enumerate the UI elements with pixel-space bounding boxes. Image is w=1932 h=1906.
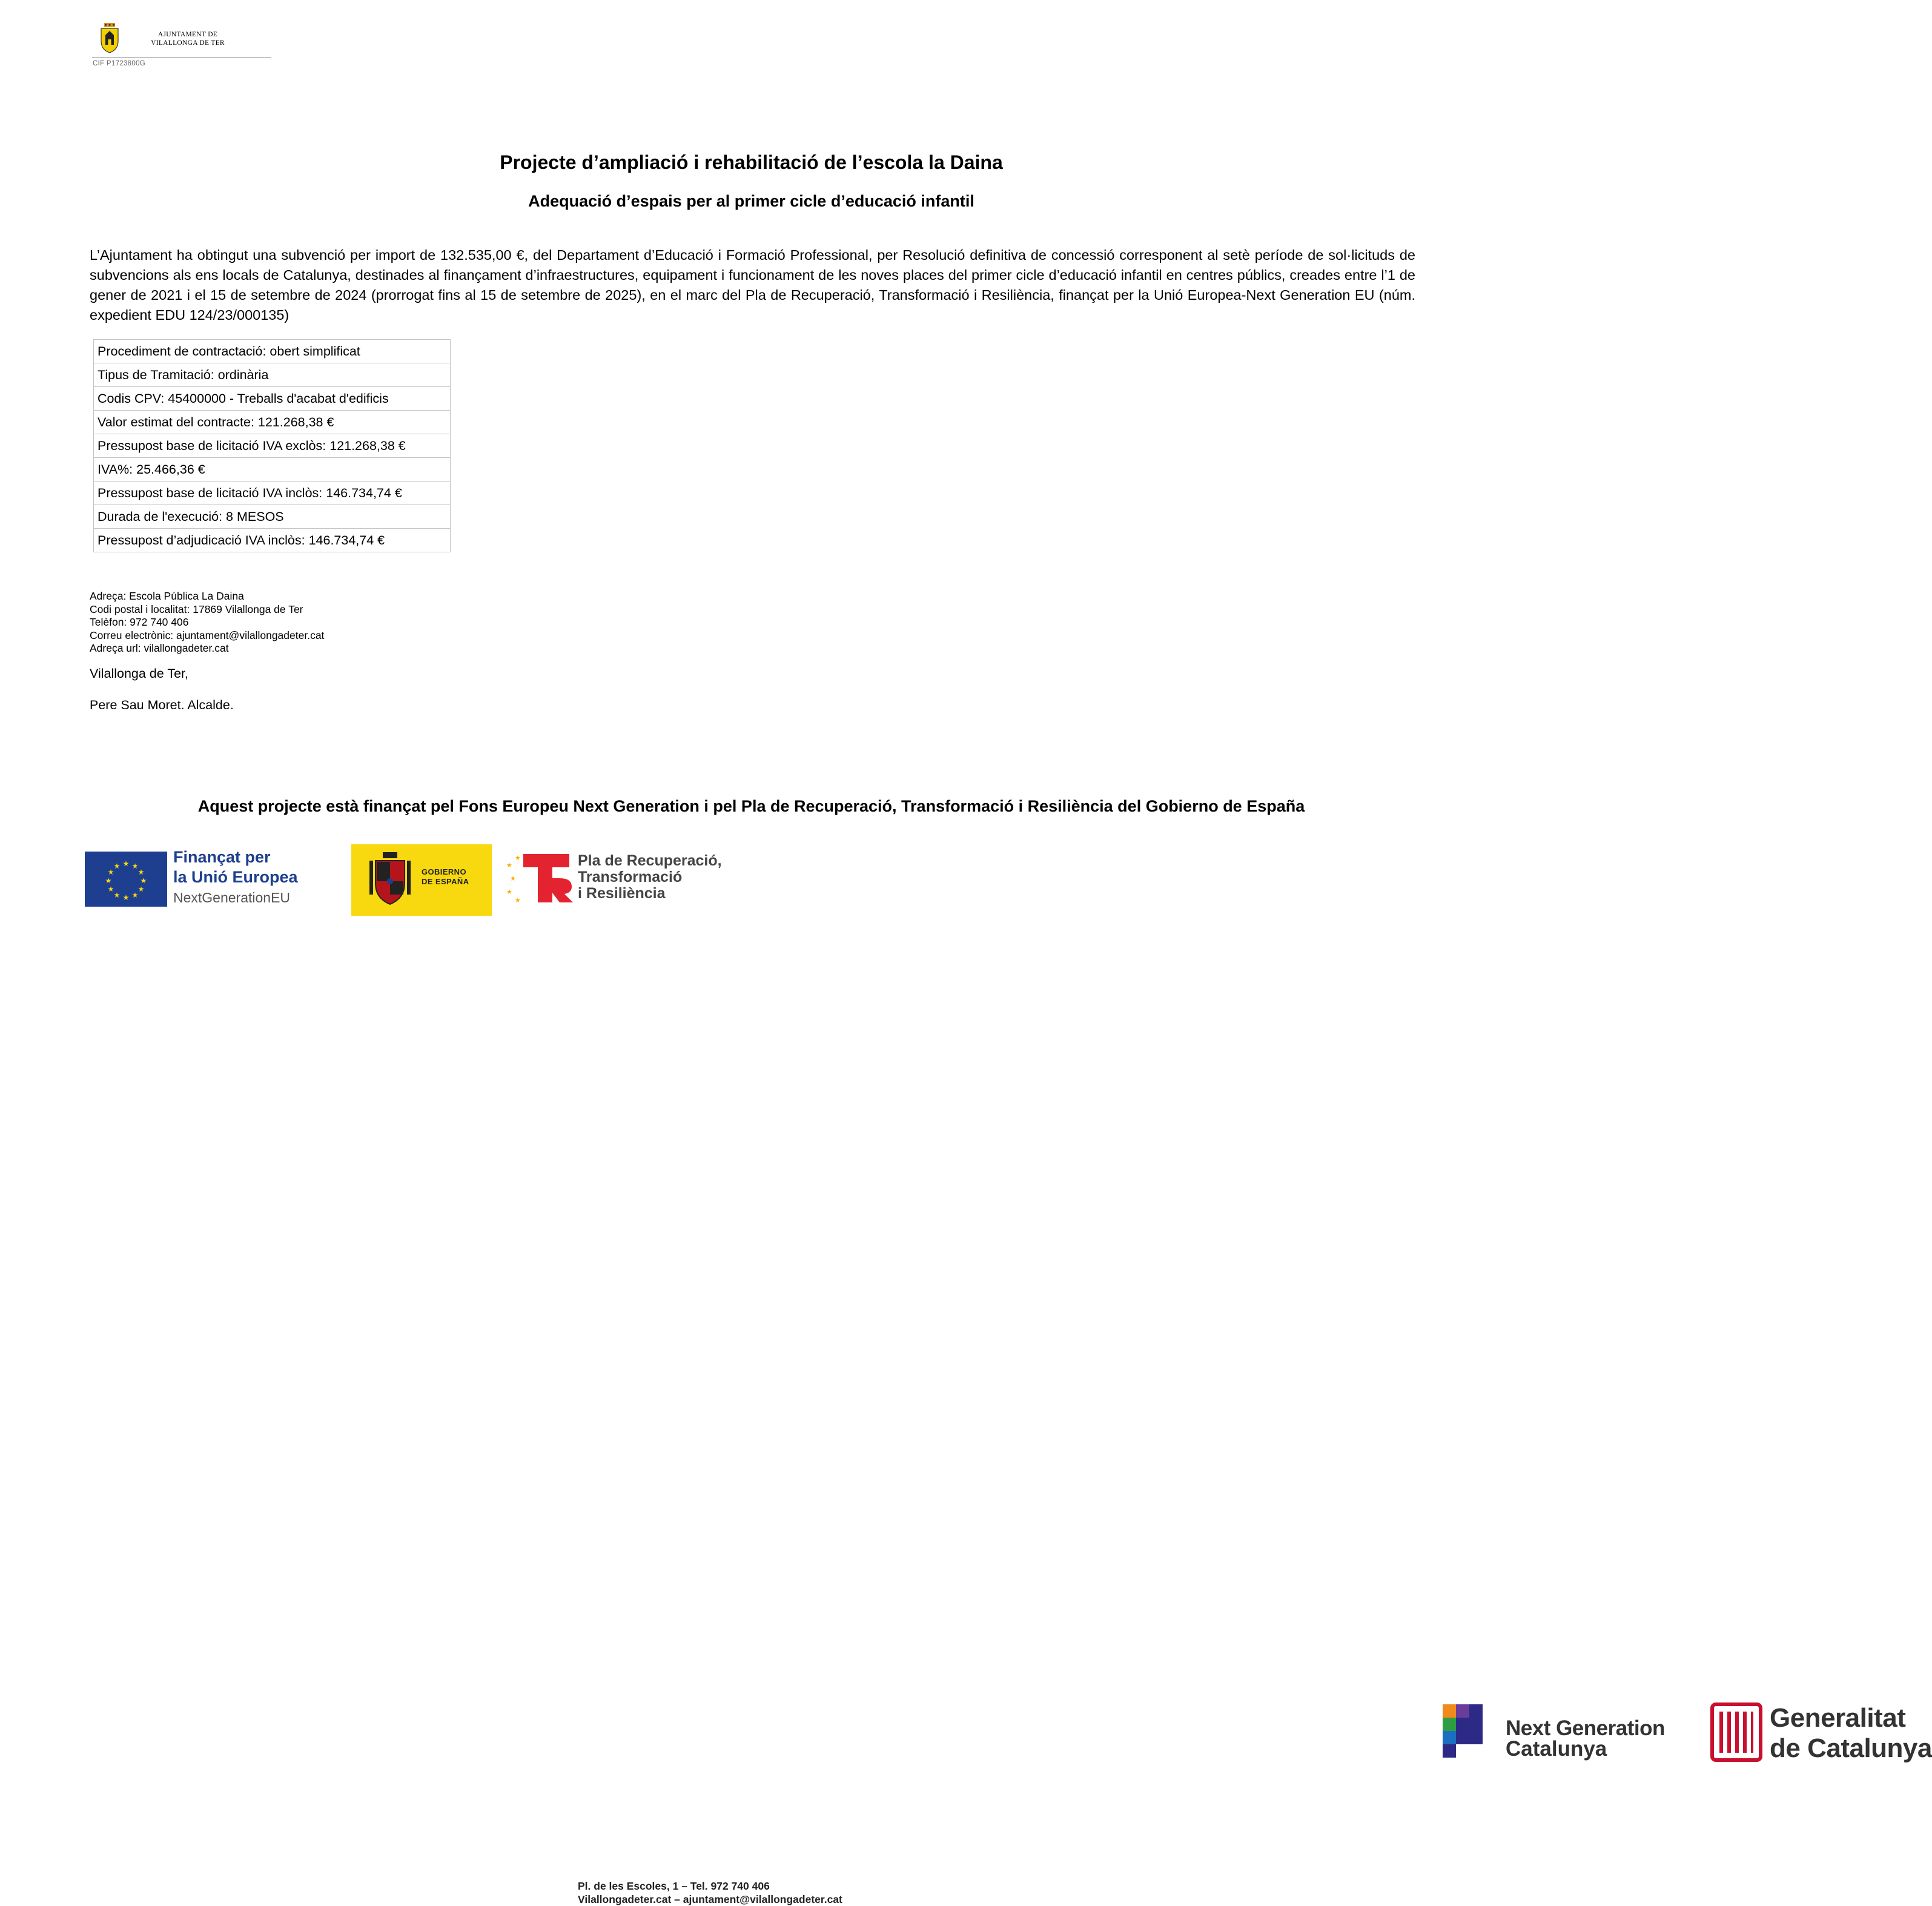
gobierno-logo-line2: DE ESPAÑA <box>422 877 469 887</box>
ngc-logo-line1: Next Generation <box>1506 1720 1665 1736</box>
table-cell: IVA%: 25.466,36 € <box>94 458 451 481</box>
next-generation-catalunya-icon <box>1443 1704 1496 1759</box>
svg-text:★: ★ <box>132 862 139 870</box>
gobierno-logo-text <box>422 867 469 887</box>
intro-paragraph: L’Ajuntament ha obtingut una subvenció per import de 132.535,00 €, del Departament d’Educació i Formació Professional, per Resolució definitiva de concessió corresponent al setè període de sol·licituds de subvencions als ens locals de Catalunya, destinades al finançament d’infraestructures, equipament i funcionament de les noves places del primer cicle d’educació infantil en centres públics, creades entre l’1 de gener de 2021 i el 15 de setembre de 2024 (prorrogat fins al 15 de setembre de 2025), en el marc del Pla de Recuperació, Transformació i Resiliència, finançat per la Unió Europea-Next Generation EU (núm. expedient EDU 124/23/000135) <box>90 245 1415 325</box>
table-row <box>94 481 451 505</box>
svg-text:★: ★ <box>132 891 139 899</box>
table-row <box>94 434 451 458</box>
svg-text:★: ★ <box>141 876 147 885</box>
document-subtitle: Adequació d’espais per al primer cicle d’educació infantil <box>0 192 1503 211</box>
svg-text:★: ★ <box>506 861 512 869</box>
header-divider <box>92 57 271 58</box>
svg-text:★: ★ <box>515 896 521 904</box>
document-title: Projecte d’ampliació i rehabilitació de l’escola la Daina <box>0 151 1503 174</box>
municipality-name-line2: VILALLONGA DE TER <box>145 39 230 47</box>
svg-text:★: ★ <box>515 854 521 862</box>
svg-text:★: ★ <box>138 885 145 893</box>
contact-address: Adreça: Escola Pública La Daina <box>90 590 324 603</box>
municipal-crest-icon <box>99 23 121 53</box>
table-cell: Valor estimat del contracte: 121.268,38 € <box>94 411 451 434</box>
eu-logo-line2: la Unió Europea <box>173 868 298 887</box>
svg-text:★: ★ <box>138 868 145 876</box>
contact-postal: Codi postal i localitat: 17869 Vilallonga de Ter <box>90 603 324 617</box>
prtr-logo-icon <box>506 850 574 905</box>
prtr-logo-text <box>578 853 722 902</box>
signature-place: Vilallonga de Ter, <box>90 666 188 681</box>
table-row <box>94 363 451 387</box>
svg-text:★: ★ <box>123 893 130 902</box>
table-cell: Durada de l'execució: 8 MESOS <box>94 505 451 529</box>
eu-logo-line1: Finançat per <box>173 848 271 867</box>
eu-flag-icon <box>85 852 167 907</box>
table-cell: Codis CPV: 45400000 - Treballs d'acabat d'edificis <box>94 387 451 411</box>
table-row <box>94 411 451 434</box>
table-row <box>94 529 451 552</box>
gobierno-logo-line1: GOBIERNO <box>422 867 469 877</box>
contact-email: Correu electrònic: ajuntament@vilallongadeter.cat <box>90 629 324 643</box>
contract-details-table <box>93 339 451 552</box>
footer-contact: Vilallongadeter.cat – ajuntament@vilallongadeter.cat <box>578 1893 722 1906</box>
svg-text:★: ★ <box>114 891 121 899</box>
generalitat-logo-line1: Generalitat <box>1770 1704 1905 1733</box>
table-cell: Procediment de contractació: obert simplificat <box>94 340 451 363</box>
contact-url: Adreça url: vilallongadeter.cat <box>90 642 324 655</box>
prtr-logo-line3: i Resiliència <box>578 885 722 902</box>
contact-phone: Telèfon: 972 740 406 <box>90 616 324 629</box>
municipality-name <box>145 30 230 47</box>
funding-statement: Aquest projecte està finançat pel Fons Europeu Next Generation i pel Pla de Recuperació, Transformació i Resiliència del Gobierno de España <box>0 797 1503 816</box>
table-row <box>94 505 451 529</box>
eu-logo-line3: NextGenerationEU <box>173 890 290 906</box>
table-cell: Tipus de Tramitació: ordinària <box>94 363 451 387</box>
page-footer <box>578 1880 722 1906</box>
svg-text:★: ★ <box>108 868 114 876</box>
svg-text:★: ★ <box>123 859 130 868</box>
table-cell: Pressupost base de licitació IVA inclòs: 146.734,74 € <box>94 481 451 505</box>
tax-id: CIF P1723800G <box>93 60 145 67</box>
spanish-coat-of-arms-icon <box>366 851 414 909</box>
table-row <box>94 340 451 363</box>
table-cell: Pressupost d’adjudicació IVA inclòs: 146.734,74 € <box>94 529 451 552</box>
svg-text:★: ★ <box>105 876 112 885</box>
footer-address: Pl. de les Escoles, 1 – Tel. 972 740 406 <box>578 1880 722 1893</box>
table-row <box>94 458 451 481</box>
table-cell: Pressupost base de licitació IVA exclòs: 121.268,38 € <box>94 434 451 458</box>
svg-text:★: ★ <box>108 885 114 893</box>
signatory: Pere Sau Moret. Alcalde. <box>90 698 234 713</box>
generalitat-logo-line2: de Catalunya <box>1770 1734 1932 1763</box>
prtr-logo-line2: Transformació <box>578 869 722 885</box>
prtr-logo-line1: Pla de Recuperació, <box>578 853 722 869</box>
table-row <box>94 387 451 411</box>
municipality-name-line1: AJUNTAMENT DE <box>145 30 230 39</box>
generalitat-emblem-icon <box>1712 1704 1761 1760</box>
svg-text:★: ★ <box>114 862 121 870</box>
svg-text:★: ★ <box>506 888 512 896</box>
contact-block <box>90 590 324 655</box>
svg-text:★: ★ <box>510 875 516 882</box>
ngc-logo-line2: Catalunya <box>1506 1741 1607 1757</box>
